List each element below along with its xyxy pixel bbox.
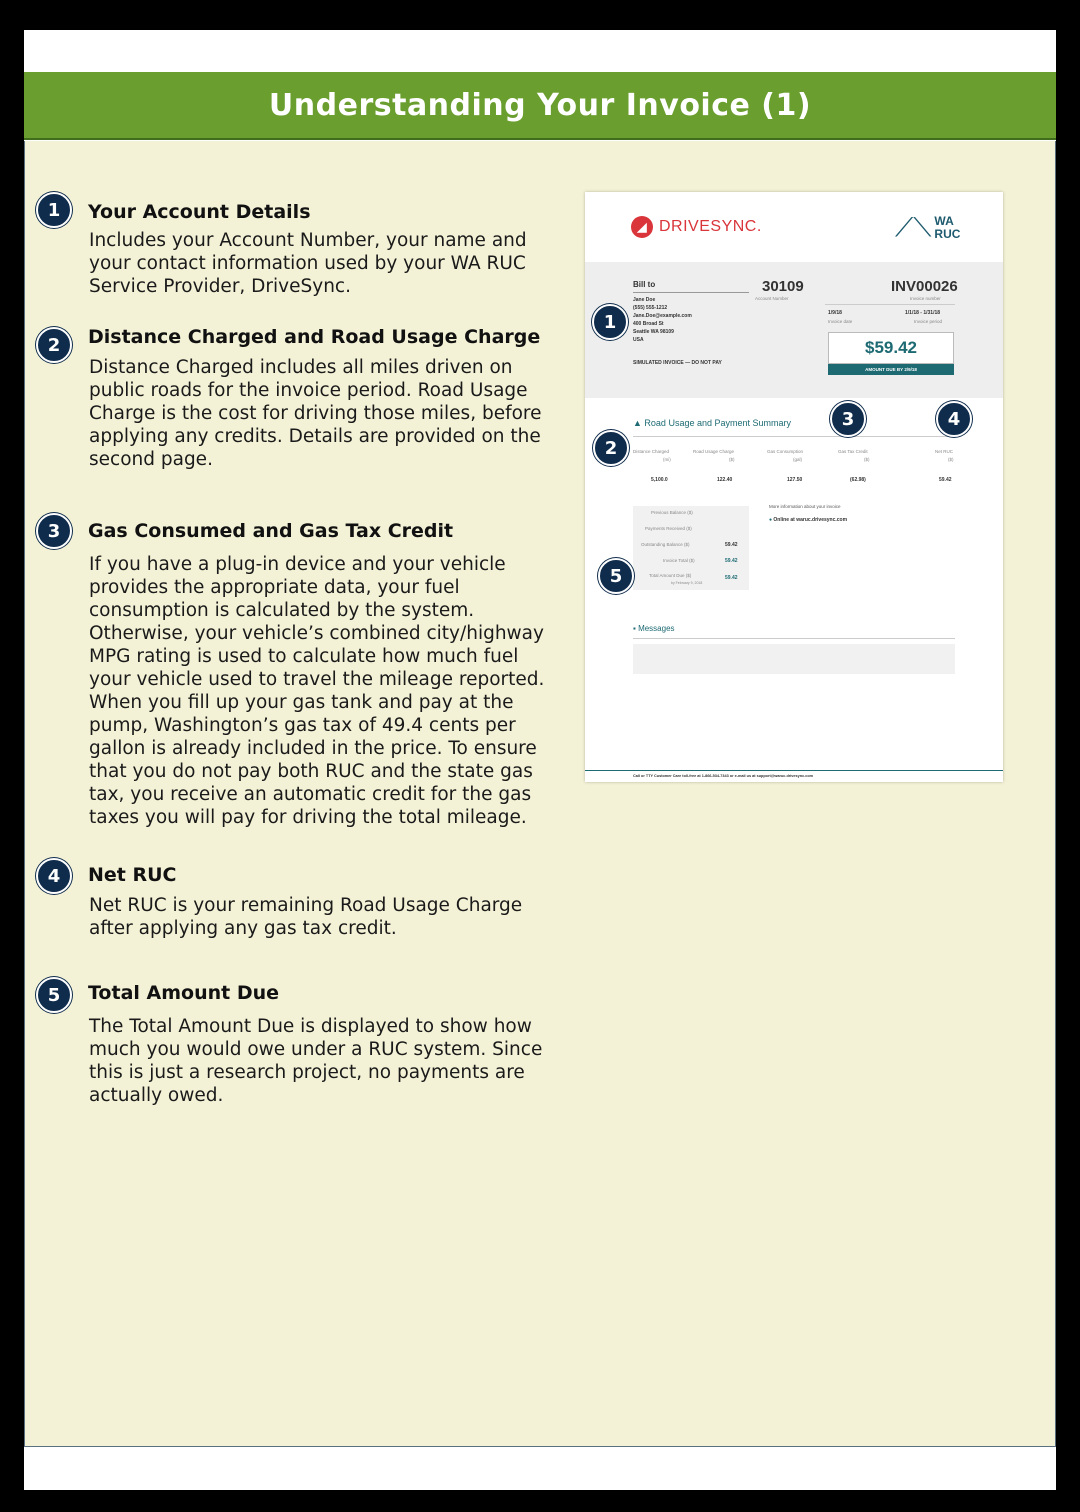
invoice-number: INV00026 [891,278,958,295]
col-unit: (gal) [793,457,803,462]
invoice-preview [585,192,1003,782]
messages-title: ▪ Messages [633,624,675,633]
drivesync-logo [631,216,762,238]
address-block: Jane Doe (555) 555-1212 Jane.Doe@example.com 400 Broad St Seattle WA 98109 USA [633,297,692,343]
title-banner [24,72,1056,140]
invoice-number-label: Invoice number [910,296,941,301]
due-note: by February 9, 2018 [671,581,703,585]
col-value: 122.40 [717,477,733,483]
road-icon: ⟋⟍ [895,212,932,242]
invoice-period: 1/1/18 - 1/31/18 [905,310,941,316]
footer-rule [585,770,1003,771]
balance-label: Invoice Total ($) [663,558,695,563]
col-unit: (mi) [663,457,671,462]
col-unit: ($) [864,457,870,462]
callout-badge: 4 [936,401,972,437]
col-unit: ($) [729,457,735,462]
callout-badge: 3 [830,401,866,437]
bill-to-label: Bill to [633,280,656,289]
footer-contact: Call or TTY Customer Care toll-free at 1-866-534-7343 or e-mail us at support@waruc.drivesync.com [633,774,814,778]
callout-badge: 1 [592,304,628,340]
section-number-badge: 5 [36,977,72,1013]
road-icon: ▲ [633,418,645,428]
col-value: 127.50 [787,477,803,483]
section-body: Includes your Account Number, your name and your contact information used by your WA RUC Service Provider, DriveSync. [89,230,527,297]
balance-label: Total Amount Due ($) [649,573,692,578]
drivesync-logo-icon: ◢ [631,216,653,238]
amount-due-bar: AMOUNT DUE BY 2/9/18 [828,364,954,375]
invoice-period-label: Invoice period [914,319,943,324]
brand-name: DRIVESYNC. [659,218,762,235]
section-body: Distance Charged includes all miles driven on public roads for the invoice period. Road Usage Charge is the cost for driving those miles, before applying any credits. Details are provided on the second page. [89,357,542,470]
wa-logo-line2: RUC [934,227,961,241]
balance-label: Outstanding Balance ($) [641,542,690,547]
callout-badge: 2 [593,430,629,466]
page-title: Understanding Your Invoice (1) [268,87,812,123]
online-link: ● Online at waruc.drivesync.com [769,517,848,523]
section-title: Net RUC [88,864,177,886]
col-value: 59.42 [939,477,952,483]
wa-ruc-logo [895,212,960,244]
section-title: Total Amount Due [88,982,280,1004]
balance-value: 59.42 [725,542,738,548]
col-header: Road Usage Charge [693,449,735,454]
section-number-badge: 4 [36,858,72,894]
col-header: Gas Consumption [767,449,804,454]
wa-logo-line1: WA [934,214,954,228]
header-rule [825,304,955,305]
section-number-badge: 1 [36,192,72,228]
account-number-label: Account Number [755,296,789,301]
summary-title: ▲ Road Usage and Payment Summary [633,418,791,428]
section-title: Your Account Details [88,201,311,223]
col-unit: ($) [948,457,954,462]
balance-value: 59.42 [725,558,738,564]
section-title: Distance Charged and Road Usage Charge [88,326,541,348]
more-info-label: More information about your invoice [769,504,841,509]
section-number-badge: 2 [36,327,72,363]
amount-total: $59.42 [828,332,954,364]
col-value: (62.98) [850,477,866,483]
section-number-badge: 3 [36,513,72,549]
chat-icon: ▪ [633,624,639,633]
account-number: 30109 [762,278,804,295]
col-header: Distance Charged [633,449,670,454]
summary-rule [633,436,955,437]
messages-box [633,644,955,674]
balance-label: Payments Received ($) [645,526,692,531]
section-body: If you have a plug-in device and your vehicle provides the appropriate data, your fuel consumption is calculated by the system. Otherwise, your vehicle’s combined city/highway MPG rating is used to calculate how much fuel your vehicle used to travel the mileage reported. When you fill up your gas tank and pay at the pump, Washington’s gas tax of 49.4 cents per gallon is already included in the price. To ensure that you do not pay both RUC and the state gas tax, you receive an automatic credit for the gas taxes you will pay for driving the total mileage. [89,554,545,828]
callout-badge: 5 [598,558,634,594]
invoice-date-label: Invoice date [828,319,853,324]
bill-to-rule [633,292,749,293]
section-body: The Total Amount Due is displayed to show how much you would owe under a RUC system. Since this is just a research project, no payments are actually owed. [89,1016,543,1106]
balance-value: 59.42 [725,575,738,581]
messages-rule [633,638,955,639]
col-header: Net RUC [935,449,954,454]
balance-label: Previous Balance ($) [651,510,693,515]
section-body: Net RUC is your remaining Road Usage Charge after applying any gas tax credit. [89,895,523,939]
invoice-date: 1/9/18 [828,310,842,316]
section-title: Gas Consumed and Gas Tax Credit [88,520,454,542]
globe-icon: ● [769,517,774,523]
simulated-note: SIMULATED INVOICE — DO NOT PAY [633,360,722,366]
col-header: Gas Tax Credit [838,449,868,454]
col-value: 5,100.0 [651,477,668,483]
